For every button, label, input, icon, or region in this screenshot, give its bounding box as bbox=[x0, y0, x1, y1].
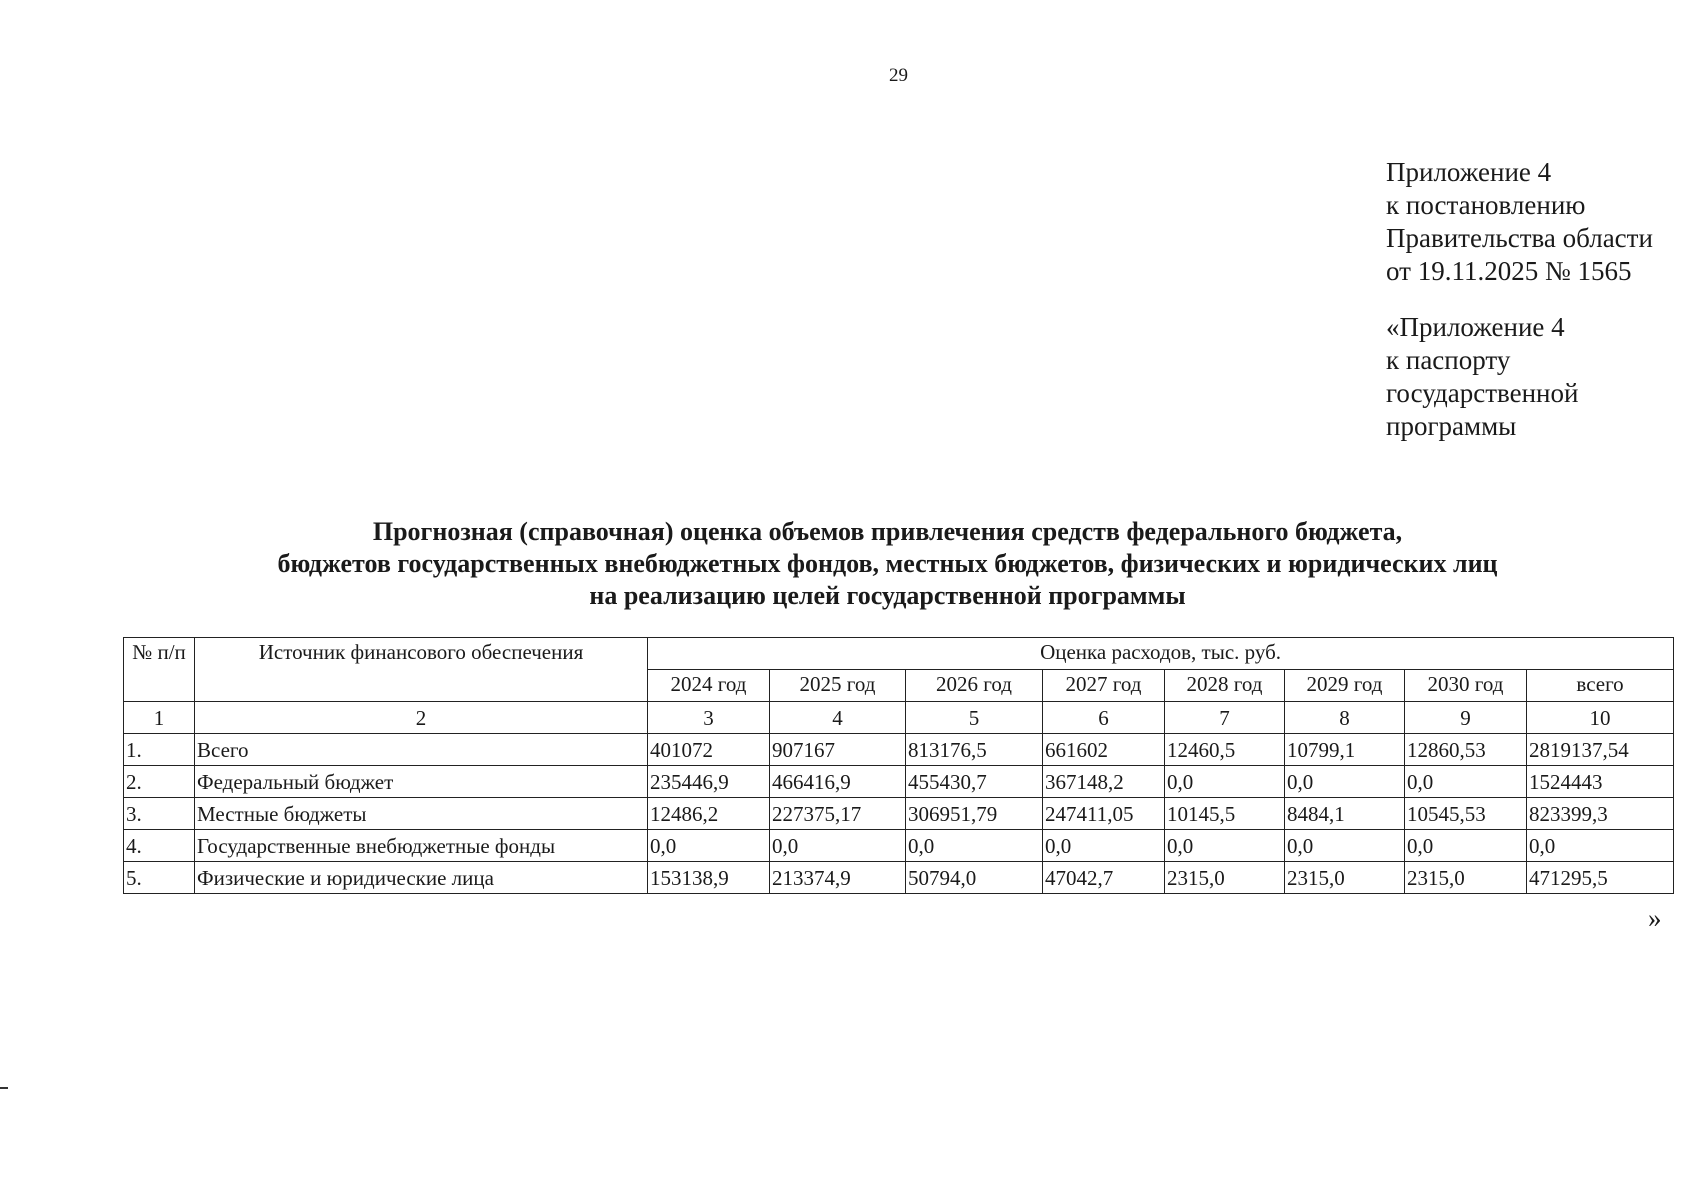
column-number: 2 bbox=[195, 702, 648, 734]
header-no: № п/п bbox=[124, 638, 195, 702]
title-line: Прогнозная (справочная) оценка объемов привлечения средств федерального бюджета, bbox=[372, 517, 1403, 546]
row-value: 0,0 bbox=[1405, 830, 1527, 862]
row-source: Местные бюджеты bbox=[195, 798, 648, 830]
closing-quote: » bbox=[1648, 903, 1662, 933]
row-value: 401072 bbox=[648, 734, 770, 766]
row-value: 2819137,54 bbox=[1527, 734, 1674, 766]
column-number: 4 bbox=[770, 702, 906, 734]
column-number: 9 bbox=[1405, 702, 1527, 734]
column-number: 8 bbox=[1285, 702, 1405, 734]
appendix-line: Приложение 4 bbox=[1386, 157, 1552, 187]
column-number: 3 bbox=[648, 702, 770, 734]
row-value: 471295,5 bbox=[1527, 862, 1674, 894]
row-value: 466416,9 bbox=[770, 766, 906, 798]
title-line: на реализацию целей государственной программы bbox=[589, 581, 1186, 610]
header-year: 2030 год bbox=[1405, 670, 1527, 702]
row-number: 3. bbox=[124, 798, 195, 830]
sub-appendix-line: «Приложение 4 bbox=[1386, 312, 1565, 342]
header-source: Источник финансового обеспечения bbox=[195, 638, 648, 702]
row-value: 0,0 bbox=[648, 830, 770, 862]
header-year: 2025 год bbox=[770, 670, 906, 702]
column-number: 10 bbox=[1527, 702, 1674, 734]
header-year: всего bbox=[1527, 670, 1674, 702]
table-row bbox=[124, 862, 1674, 894]
document-title bbox=[0, 516, 1697, 612]
appendix-line: от 19.11.2025 № 1565 bbox=[1386, 256, 1632, 286]
column-number: 7 bbox=[1165, 702, 1285, 734]
header-year: 2024 год bbox=[648, 670, 770, 702]
row-value: 247411,05 bbox=[1043, 798, 1165, 830]
row-value: 50794,0 bbox=[906, 862, 1043, 894]
row-number: 4. bbox=[124, 830, 195, 862]
row-value: 1524443 bbox=[1527, 766, 1674, 798]
row-value: 0,0 bbox=[1285, 766, 1405, 798]
row-value: 213374,9 bbox=[770, 862, 906, 894]
row-number: 5. bbox=[124, 862, 195, 894]
title-line: бюджетов государственных внебюджетных фондов, местных бюджетов, физических и юридических лиц bbox=[277, 549, 1498, 578]
appendix-block bbox=[1386, 156, 1653, 443]
row-value: 455430,7 bbox=[906, 766, 1043, 798]
row-value: 227375,17 bbox=[770, 798, 906, 830]
header-year: 2028 год bbox=[1165, 670, 1285, 702]
row-value: 367148,2 bbox=[1043, 766, 1165, 798]
sub-appendix-line: государственной bbox=[1386, 378, 1579, 408]
row-value: 2315,0 bbox=[1165, 862, 1285, 894]
row-value: 47042,7 bbox=[1043, 862, 1165, 894]
row-value: 2315,0 bbox=[1405, 862, 1527, 894]
appendix-line: Правительства области bbox=[1386, 223, 1653, 253]
row-value: 10545,53 bbox=[1405, 798, 1527, 830]
column-number: 6 bbox=[1043, 702, 1165, 734]
row-value: 823399,3 bbox=[1527, 798, 1674, 830]
table-row bbox=[124, 830, 1674, 862]
row-value: 235446,9 bbox=[648, 766, 770, 798]
row-value: 8484,1 bbox=[1285, 798, 1405, 830]
row-value: 2315,0 bbox=[1285, 862, 1405, 894]
row-source: Всего bbox=[195, 734, 648, 766]
column-number: 5 bbox=[906, 702, 1043, 734]
row-value: 813176,5 bbox=[906, 734, 1043, 766]
header-year: 2026 год bbox=[906, 670, 1043, 702]
row-value: 0,0 bbox=[1043, 830, 1165, 862]
row-number: 2. bbox=[124, 766, 195, 798]
table-row bbox=[124, 734, 1674, 766]
row-value: 0,0 bbox=[770, 830, 906, 862]
row-number: 1. bbox=[124, 734, 195, 766]
header-year: 2027 год bbox=[1043, 670, 1165, 702]
header-estimate: Оценка расходов, тыс. руб. bbox=[648, 638, 1674, 670]
column-number: 1 bbox=[124, 702, 195, 734]
row-value: 10799,1 bbox=[1285, 734, 1405, 766]
row-value: 153138,9 bbox=[648, 862, 770, 894]
row-value: 10145,5 bbox=[1165, 798, 1285, 830]
row-value: 12860,53 bbox=[1405, 734, 1527, 766]
row-value: 0,0 bbox=[1405, 766, 1527, 798]
appendix-line: к постановлению bbox=[1386, 190, 1586, 220]
row-value: 661602 bbox=[1043, 734, 1165, 766]
sub-appendix-line: программы bbox=[1386, 411, 1517, 441]
row-value: 0,0 bbox=[906, 830, 1043, 862]
row-value: 0,0 bbox=[1527, 830, 1674, 862]
row-value: 306951,79 bbox=[906, 798, 1043, 830]
table-row bbox=[124, 798, 1674, 830]
row-source: Государственные внебюджетные фонды bbox=[195, 830, 648, 862]
row-source: Федеральный бюджет bbox=[195, 766, 648, 798]
row-source: Физические и юридические лица bbox=[195, 862, 648, 894]
sub-appendix-line: к паспорту bbox=[1386, 345, 1511, 375]
margin-mark bbox=[0, 1087, 8, 1089]
row-value: 12460,5 bbox=[1165, 734, 1285, 766]
page-number: 29 bbox=[889, 65, 908, 86]
row-value: 0,0 bbox=[1285, 830, 1405, 862]
table-row bbox=[124, 766, 1674, 798]
header-year: 2029 год bbox=[1285, 670, 1405, 702]
row-value: 0,0 bbox=[1165, 830, 1285, 862]
funding-table bbox=[123, 637, 1674, 894]
row-value: 12486,2 bbox=[648, 798, 770, 830]
row-value: 0,0 bbox=[1165, 766, 1285, 798]
row-value: 907167 bbox=[770, 734, 906, 766]
